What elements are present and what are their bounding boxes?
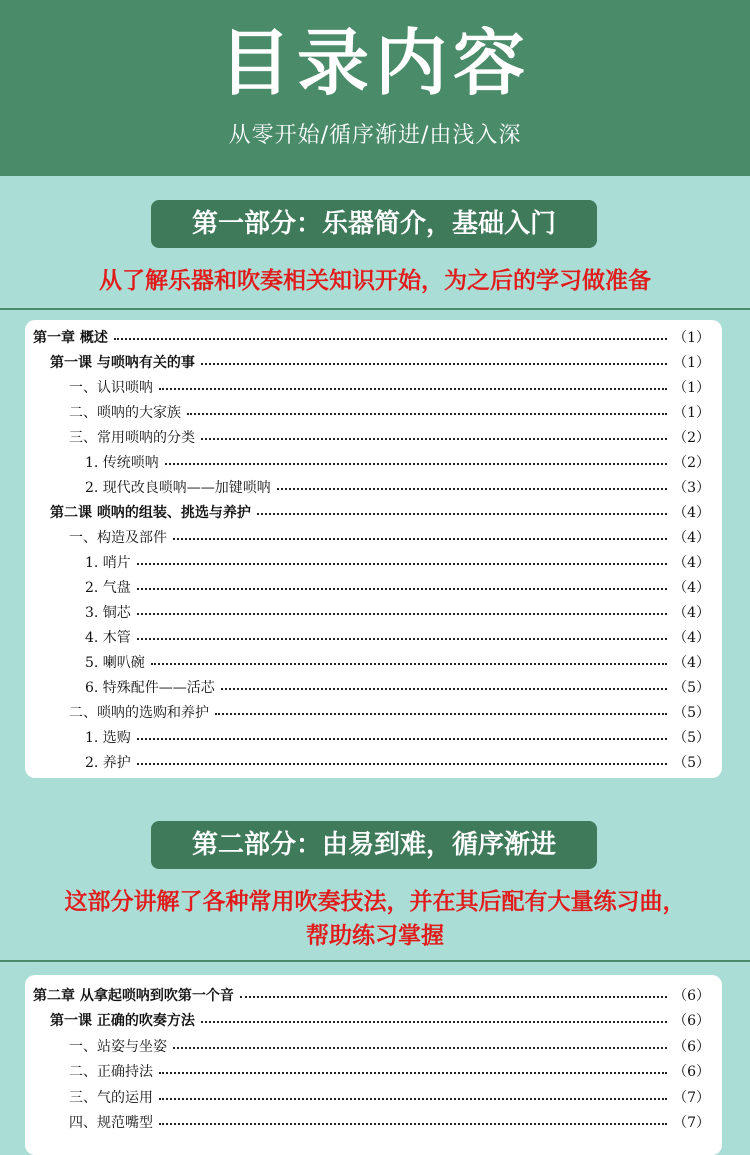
toc-entry-label: 2. 养护 <box>85 754 131 771</box>
page-header <box>0 0 750 176</box>
toc-entry-label: 三、常用唢呐的分类 <box>69 429 195 446</box>
toc-entry-page: （6） <box>673 1064 710 1080</box>
part2-description-line2: 帮助练习掌握 <box>306 923 444 949</box>
toc-leader-dots <box>201 438 667 440</box>
toc-leader-dots <box>187 413 667 415</box>
part2-toc <box>25 975 722 1155</box>
toc-leader-dots <box>137 588 667 590</box>
toc-entry-page: （1） <box>673 354 710 371</box>
toc-entry-page: （6） <box>673 1013 710 1029</box>
toc-entry-label: 1. 选购 <box>85 729 131 746</box>
toc-entry-page: （5） <box>673 704 710 721</box>
toc-leader-dots <box>201 363 667 365</box>
toc-entry-page: （1） <box>673 379 710 396</box>
toc-leader-dots <box>257 513 667 515</box>
toc-entry-page: （5） <box>673 729 710 746</box>
toc-entry <box>85 599 710 624</box>
toc-entry <box>69 399 710 424</box>
toc-entry-label: 4. 木管 <box>85 629 131 646</box>
toc-leader-dots <box>173 538 667 540</box>
toc-leader-dots <box>201 1021 667 1023</box>
part1-description: 从了解乐器和吹奏相关知识开始，为之后的学习做准备 <box>99 268 651 294</box>
toc-entry-page: （1） <box>673 329 710 346</box>
toc-leader-dots <box>137 763 667 765</box>
toc-entry-label: 5. 喇叭碗 <box>85 654 145 671</box>
toc-entry-label: 四、规范嘴型 <box>69 1115 153 1131</box>
toc-entry-label: 三、气的运用 <box>69 1089 153 1106</box>
part1-title: 第一部分：乐器简介，基础入门 <box>151 200 597 248</box>
toc-entry-label: 6. 特殊配件——活芯 <box>85 679 215 696</box>
toc-leader-dots <box>221 688 667 690</box>
toc-entry-page: （3） <box>673 479 710 496</box>
toc-entry <box>69 524 710 549</box>
toc-entry-label: 二、唢呐的选购和养护 <box>69 704 209 721</box>
toc-leader-dots <box>159 388 667 390</box>
toc-entry <box>85 574 710 599</box>
toc-entry-page: （5） <box>673 754 710 771</box>
toc-entry <box>85 624 710 649</box>
toc-entry-label: 3. 铜芯 <box>85 604 131 621</box>
toc-leader-dots <box>215 713 667 715</box>
toc-leader-dots <box>137 738 667 740</box>
toc-entry-label: 1. 哨片 <box>85 554 131 571</box>
toc-leader-dots <box>137 638 667 640</box>
toc-entry <box>69 424 710 449</box>
toc-entry-label: 第一课 正确的吹奏方法 <box>50 1013 195 1029</box>
toc-entry <box>69 699 710 724</box>
part1-divider <box>0 308 750 310</box>
toc-entry-page: （4） <box>673 604 710 621</box>
toc-entry-label: 2. 现代改良唢呐——加键唢呐 <box>85 479 271 496</box>
toc-entry-label: 一、构造及部件 <box>69 529 167 546</box>
toc-entry-label: 第一章 概述 <box>33 329 108 346</box>
toc-leader-dots <box>159 1072 667 1074</box>
toc-entry-page: （7） <box>673 1089 710 1106</box>
toc-entry-page: （4） <box>673 654 710 671</box>
page-subtitle: 从零开始/循序渐进/由浅入深 <box>228 123 522 148</box>
toc-entry <box>50 1008 710 1033</box>
toc-entry-label: 一、站姿与坐姿 <box>69 1038 167 1055</box>
toc-entry <box>85 549 710 574</box>
toc-entry <box>85 449 710 474</box>
toc-leader-dots <box>137 613 667 615</box>
page-title: 目录内容 <box>218 21 531 105</box>
toc-entry-page: （4） <box>673 504 710 521</box>
toc-entry-page: （4） <box>673 529 710 546</box>
toc-entry-page: （4） <box>673 629 710 646</box>
toc-entry <box>50 349 710 374</box>
part2-divider <box>0 960 750 962</box>
toc-entry-page: （2） <box>673 429 710 446</box>
toc-leader-dots <box>159 1123 667 1125</box>
part2-title: 第二部分：由易到难，循序渐进 <box>151 821 597 869</box>
toc-leader-dots <box>173 1047 667 1049</box>
toc-entry <box>69 1110 710 1135</box>
toc-entry <box>85 749 710 774</box>
toc-entry <box>85 724 710 749</box>
toc-entry <box>50 499 710 524</box>
toc-entry-page: （2） <box>673 454 710 471</box>
toc-leader-dots <box>165 463 667 465</box>
toc-entry <box>69 374 710 399</box>
toc-entry-label: 一、认识唢呐 <box>69 379 153 396</box>
toc-entry-page: （7） <box>673 1115 710 1131</box>
toc-entry-label: 1. 传统唢呐 <box>85 454 159 471</box>
toc-leader-dots <box>137 563 667 565</box>
toc-entry-label: 2. 气盘 <box>85 579 131 596</box>
toc-entry-page: （6） <box>673 1038 710 1055</box>
toc-entry-label: 二、唢呐的大家族 <box>69 404 181 421</box>
toc-entry-label: 第二课 唢呐的组装、挑选与养护 <box>50 504 251 521</box>
toc-entry <box>85 474 710 499</box>
toc-leader-dots <box>159 1098 667 1100</box>
toc-entry <box>69 1033 710 1058</box>
toc-leader-dots <box>151 663 667 665</box>
toc-entry-page: （6） <box>673 987 710 1004</box>
toc-entry <box>33 324 710 349</box>
toc-leader-dots <box>114 338 667 340</box>
part2-description-line1: 这部分讲解了各种常用吹奏技法，并在其后配有大量练习曲， <box>64 889 686 915</box>
toc-entry-page: （4） <box>673 554 710 571</box>
toc-leader-dots <box>277 488 667 490</box>
toc-entry <box>85 674 710 699</box>
toc-entry-page: （4） <box>673 579 710 596</box>
part1-toc <box>25 320 722 778</box>
toc-entry-label: 第一课 与唢呐有关的事 <box>50 354 195 371</box>
toc-entry <box>33 982 710 1007</box>
toc-entry-label: 二、正确持法 <box>69 1064 153 1080</box>
toc-entry-label: 第二章 从拿起唢呐到吹第一个音 <box>33 987 234 1004</box>
toc-entry <box>85 649 710 674</box>
toc-entry-page: （1） <box>673 404 710 421</box>
toc-leader-dots <box>240 996 667 998</box>
toc-entry <box>69 1084 710 1109</box>
toc-entry-page: （5） <box>673 679 710 696</box>
toc-entry <box>69 1059 710 1084</box>
